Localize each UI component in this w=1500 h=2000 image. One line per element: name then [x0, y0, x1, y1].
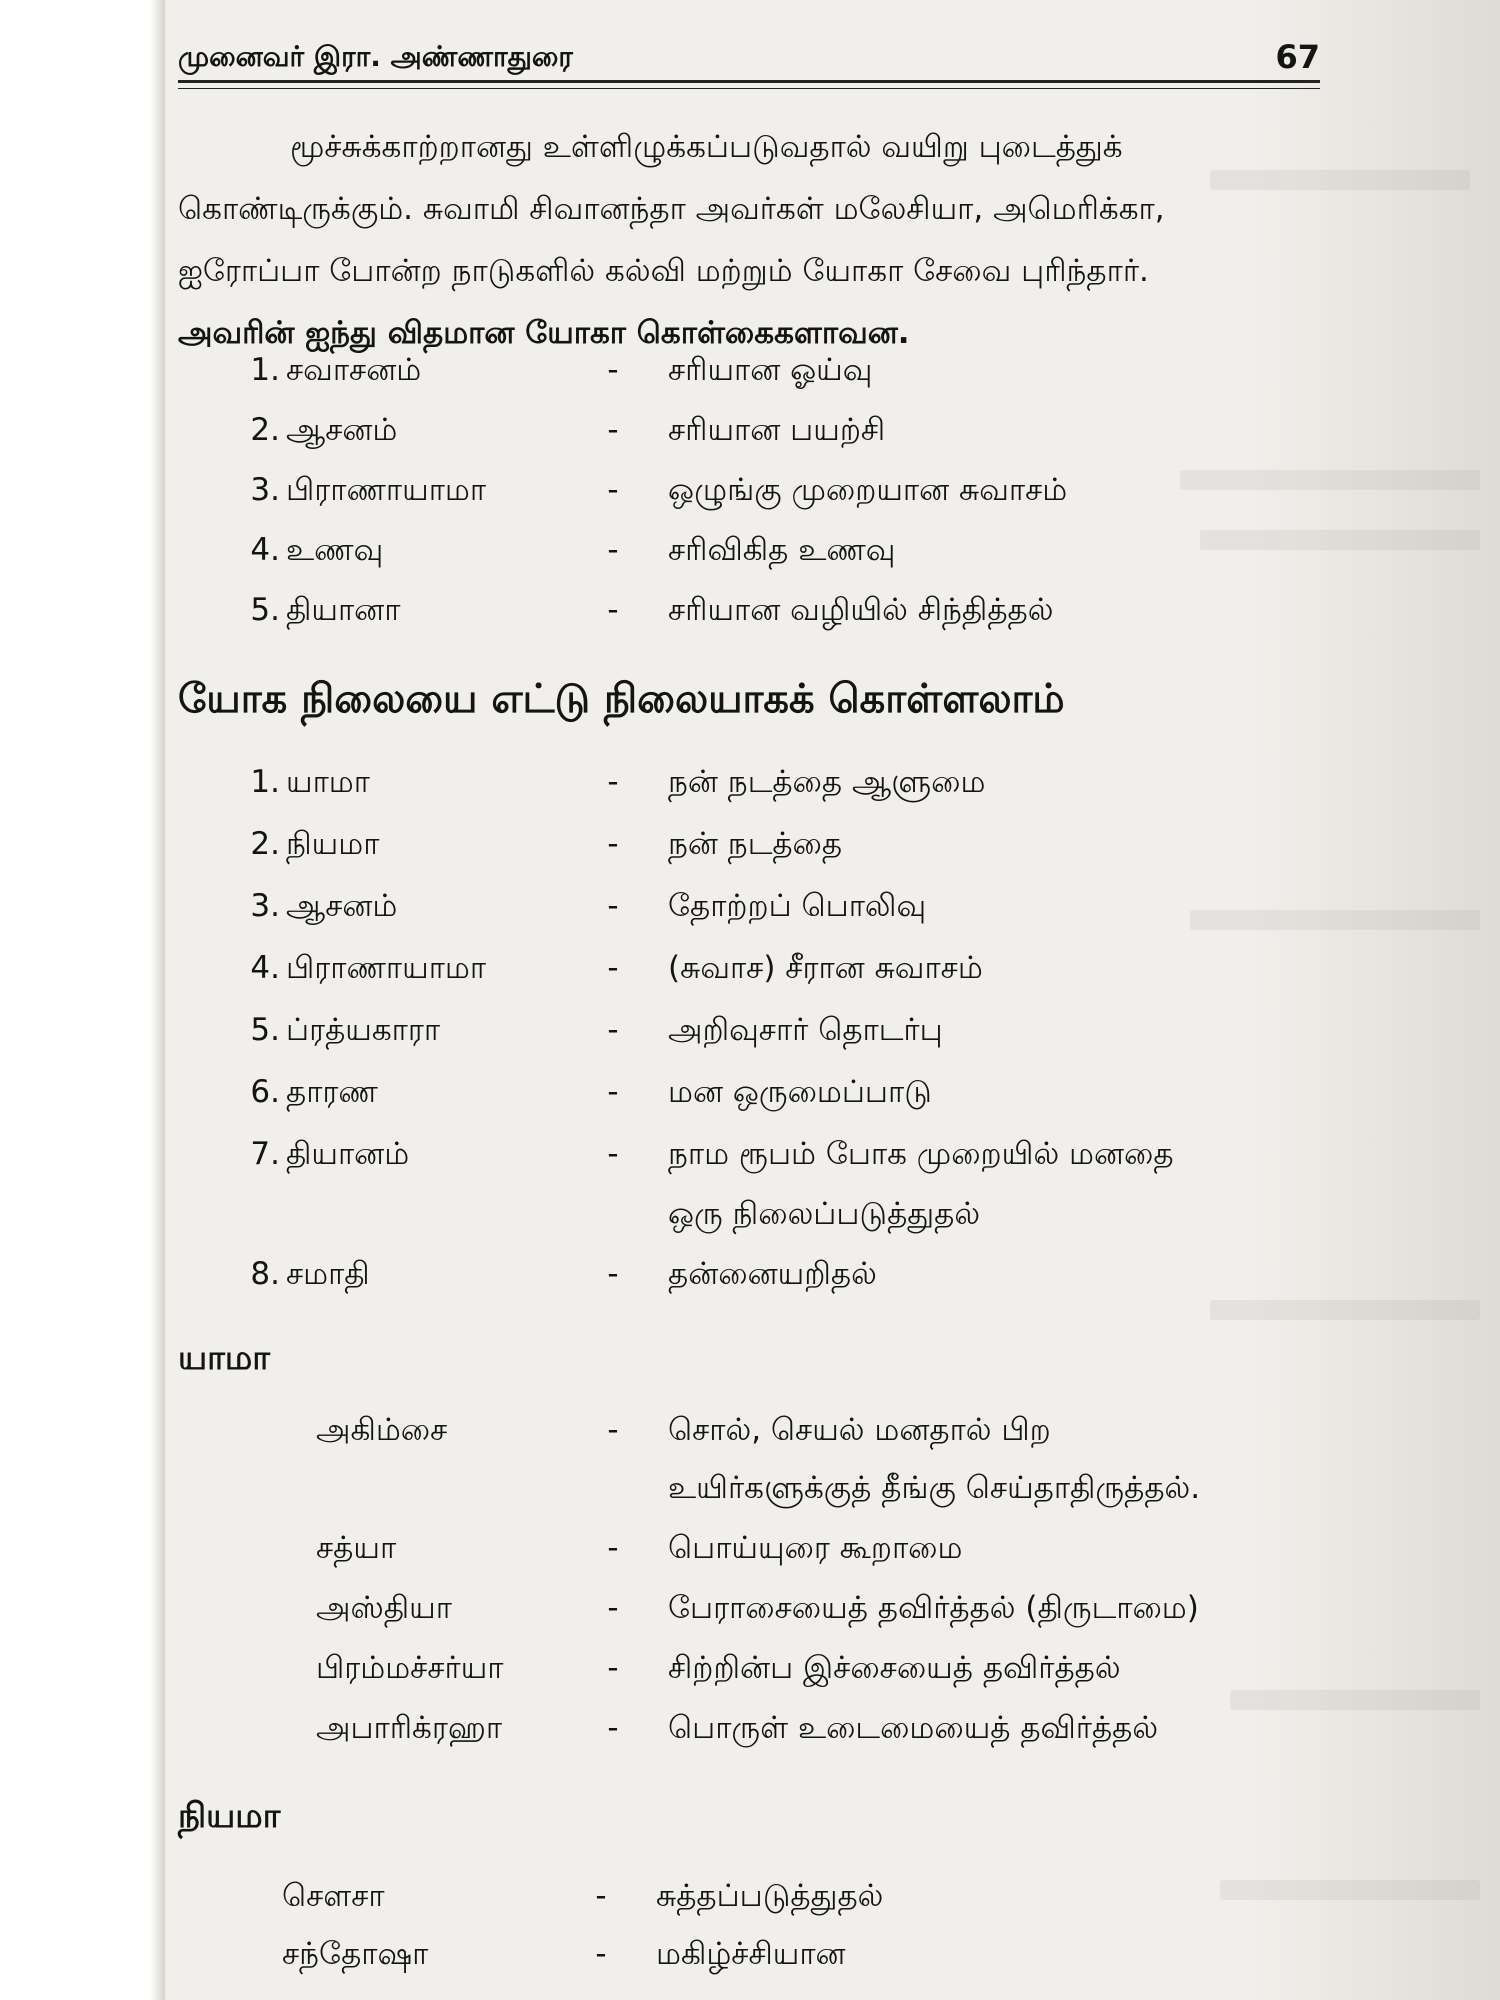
item-dash: -	[607, 950, 619, 986]
page-margin	[0, 0, 165, 2000]
item-number: 8.	[250, 1256, 280, 1292]
item-dash: -	[607, 826, 619, 862]
item-term: சத்யா	[316, 1530, 397, 1566]
paragraph-bold-line: அவரின் ஐந்து விதமான யோகா கொள்கைகளாவன.	[178, 315, 910, 351]
item-term: அபாரிக்ரஹா	[316, 1710, 503, 1746]
paragraph-line: மூச்சுக்காற்றானது உள்ளிழுக்கப்படுவதால் வயிறு புடைத்துக்	[290, 129, 1123, 165]
item-dash: -	[607, 1530, 619, 1566]
paragraph-line: ஐரோப்பா போன்ற நாடுகளில் கல்வி மற்றும் யோகா சேவை புரிந்தார்.	[178, 253, 1149, 289]
list-item	[0, 950, 1500, 990]
item-term: உணவு	[286, 532, 384, 568]
item-dash: -	[607, 764, 619, 800]
item-number: 2.	[250, 826, 280, 862]
list-item	[0, 826, 1500, 866]
item-meaning: பொருள் உடைமையைத் தவிர்த்தல்	[668, 1710, 1159, 1746]
item-term: அகிம்சை	[316, 1412, 448, 1448]
item-term: ப்ரத்யகாரா	[286, 1012, 441, 1048]
header-rule	[178, 80, 1320, 83]
item-term: தாரண	[286, 1074, 378, 1110]
item-dash: -	[607, 1710, 619, 1746]
running-header	[178, 30, 1320, 78]
intro-paragraph	[178, 116, 1328, 364]
item-dash: -	[607, 1136, 619, 1172]
item-dash: -	[607, 352, 619, 388]
list-item	[0, 764, 1500, 804]
item-meaning: மகிழ்ச்சியான	[656, 1936, 846, 1972]
list-item	[0, 1590, 1500, 1630]
section-heading-eight-limbs: யோக நிலையை எட்டு நிலையாகக் கொள்ளலாம்	[178, 676, 1065, 722]
item-term: பிராணாயாமா	[286, 950, 487, 986]
item-meaning: சுத்தப்படுத்துதல்	[656, 1878, 884, 1914]
header-author: முனைவர் இரா. அண்ணாதுரை	[178, 40, 573, 73]
list-item	[0, 1412, 1500, 1452]
item-meaning: தோற்றப் பொலிவு	[668, 888, 927, 924]
item-term: ஆசனம்	[286, 888, 398, 924]
item-dash: -	[607, 1412, 619, 1448]
item-term: சவாசனம்	[286, 352, 422, 388]
item-dash: -	[595, 1936, 607, 1972]
list-item-continuation	[0, 1196, 1500, 1236]
item-meaning: அறிவுசார் தொடர்பு	[668, 1012, 943, 1048]
list-item	[0, 472, 1500, 512]
item-number: 6.	[250, 1074, 280, 1110]
list-item	[0, 1074, 1500, 1114]
item-meaning: ஒழுங்கு முறையான சுவாசம்	[668, 472, 1068, 508]
item-number: 5.	[250, 1012, 280, 1048]
list-item	[0, 352, 1500, 392]
item-meaning: தன்னையறிதல்	[668, 1256, 877, 1292]
list-item	[0, 532, 1500, 572]
item-term: சமாதி	[286, 1256, 370, 1292]
section-heading-yama: யாமா	[178, 1338, 271, 1378]
item-meaning: நன் நடத்தை	[668, 826, 843, 862]
item-dash: -	[607, 412, 619, 448]
item-meaning: சொல், செயல் மனதால் பிற	[668, 1412, 1051, 1448]
item-term: சௌசா	[282, 1878, 385, 1914]
item-meaning-continued: உயிர்களுக்குத் தீங்கு செய்தாதிருத்தல்.	[668, 1470, 1201, 1506]
list-item-continuation	[0, 1470, 1500, 1510]
item-dash: -	[607, 1650, 619, 1686]
item-number: 7.	[250, 1136, 280, 1172]
item-dash: -	[607, 1256, 619, 1292]
item-meaning: நன் நடத்தை ஆளுமை	[668, 764, 986, 800]
list-item	[0, 1136, 1500, 1176]
item-dash: -	[595, 1878, 607, 1914]
item-dash: -	[607, 1012, 619, 1048]
item-term: சந்தோஷா	[282, 1936, 429, 1972]
header-rule-thin	[178, 88, 1320, 89]
item-dash: -	[607, 888, 619, 924]
item-meaning: சரிவிகித உணவு	[668, 532, 896, 568]
item-meaning: சரியான வழியில் சிந்தித்தல்	[668, 592, 1054, 628]
list-item	[0, 1710, 1500, 1750]
list-item	[0, 888, 1500, 928]
page-number: 67	[1275, 38, 1320, 76]
item-dash: -	[607, 532, 619, 568]
item-number: 5.	[250, 592, 280, 628]
item-meaning: சிற்றின்ப இச்சையைத் தவிர்த்தல்	[668, 1650, 1121, 1686]
item-dash: -	[607, 592, 619, 628]
list-item	[0, 592, 1500, 632]
item-meaning: (சுவாச) சீரான சுவாசம்	[668, 950, 983, 986]
list-item	[0, 1650, 1500, 1690]
list-item	[0, 1936, 1500, 1976]
item-number: 2.	[250, 412, 280, 448]
item-number: 1.	[250, 764, 280, 800]
item-term: தியானா	[286, 592, 401, 628]
item-number: 3.	[250, 472, 280, 508]
item-term: அஸ்தியா	[316, 1590, 452, 1626]
item-dash: -	[607, 1074, 619, 1110]
item-meaning: சரியான ஓய்வு	[668, 352, 873, 388]
item-number: 4.	[250, 532, 280, 568]
list-item	[0, 1878, 1500, 1918]
bleed-through-mark	[1230, 1690, 1480, 1710]
item-number: 4.	[250, 950, 280, 986]
list-item	[0, 1012, 1500, 1052]
item-number: 1.	[250, 352, 280, 388]
item-meaning: பொய்யுரை கூறாமை	[668, 1530, 963, 1566]
item-term: யாமா	[286, 764, 370, 800]
item-meaning: நாம ரூபம் போக முறையில் மனதை	[668, 1136, 1174, 1172]
item-meaning: மன ஒருமைப்பாடு	[668, 1074, 932, 1110]
list-item	[0, 412, 1500, 452]
item-dash: -	[607, 472, 619, 508]
paragraph-line: கொண்டிருக்கும். சுவாமி சிவானந்தா அவர்கள் மலேசியா, அமெரிக்கா,	[178, 191, 1165, 227]
item-dash: -	[607, 1590, 619, 1626]
item-meaning-continued: ஒரு நிலைப்படுத்துதல்	[668, 1196, 981, 1232]
item-term: ஆசனம்	[286, 412, 398, 448]
item-term: பிரம்மச்சர்யா	[316, 1650, 504, 1686]
list-item	[0, 1256, 1500, 1296]
section-heading-niyama: நியமா	[178, 1796, 281, 1836]
item-meaning: சரியான பயற்சி	[668, 412, 886, 448]
item-term: நியமா	[286, 826, 380, 862]
bleed-through-mark	[1210, 1300, 1480, 1320]
item-term: பிராணாயாமா	[286, 472, 487, 508]
list-item	[0, 1530, 1500, 1570]
item-term: தியானம்	[286, 1136, 410, 1172]
item-number: 3.	[250, 888, 280, 924]
item-meaning: பேராசையைத் தவிர்த்தல் (திருடாமை)	[668, 1590, 1199, 1626]
